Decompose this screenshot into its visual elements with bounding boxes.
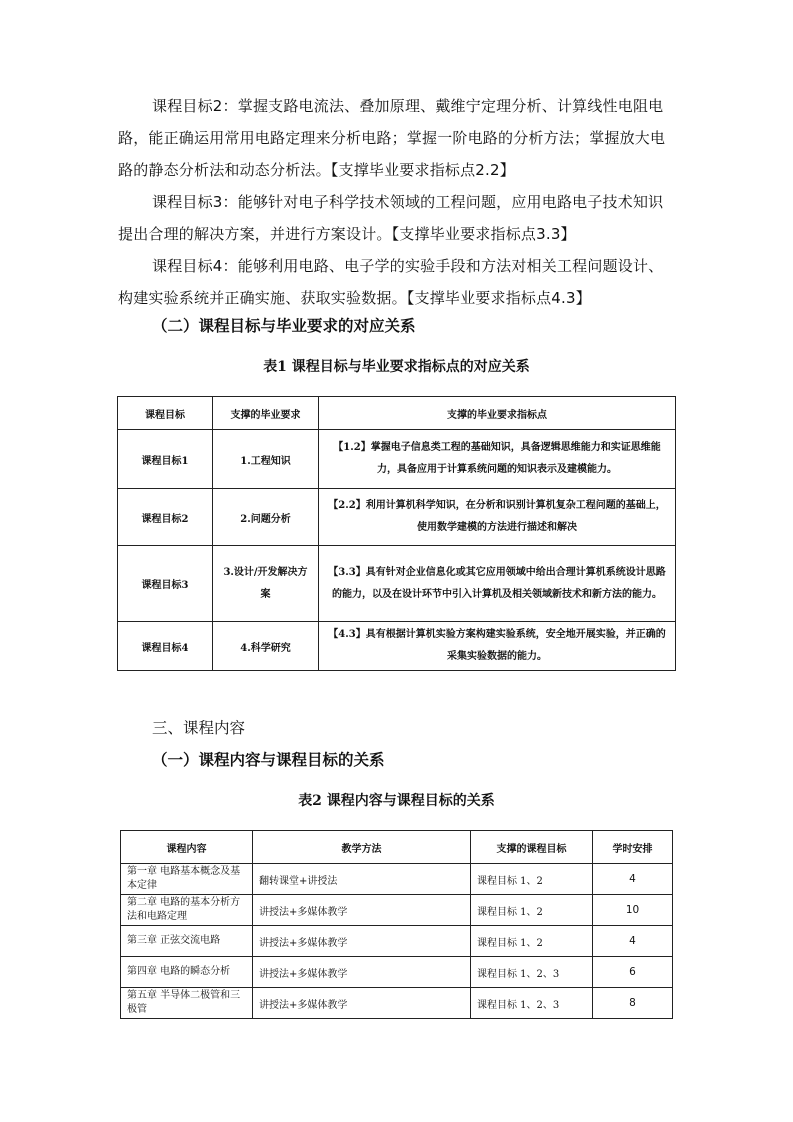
- hours-cell: 6: [593, 957, 673, 988]
- indicator-cell: 【1.2】掌握电子信息类工程的基础知识，具备逻辑思维能力和实证思维能力，具备应用于计算系统问题的知识表示及建模能力。: [319, 430, 676, 489]
- table-header-cell: 支撑的课程目标: [471, 831, 593, 864]
- table-row: [121, 957, 673, 988]
- goals-cell: 课程目标 1、2、3: [471, 957, 593, 988]
- method-cell: 讲授法+多媒体教学: [253, 895, 471, 926]
- method-cell: 讲授法+多媒体教学: [253, 926, 471, 957]
- table-row: [118, 546, 676, 622]
- goals-cell: 课程目标 1、2: [471, 895, 593, 926]
- requirement-cell: 1.工程知识: [213, 430, 319, 489]
- goal-4-paragraph: 课程目标4：能够利用电路、电子学的实验手段和方法对相关工程问题设计、构建实验系统并正确实施、获取实验数据。【支撑毕业要求指标点4.3】: [118, 257, 664, 307]
- table-row: [121, 988, 673, 1019]
- table2-caption: 表2 课程内容与课程目标的关系: [298, 793, 495, 809]
- content-cell: 第三章 正弦交流电路: [121, 926, 253, 957]
- goals-cell: 课程目标 1、2: [471, 926, 593, 957]
- method-cell: 翻转课堂+讲授法: [253, 864, 471, 895]
- section-heading-goal-mapping: （二）课程目标与毕业要求的对应关系: [152, 317, 416, 335]
- goals-cell: 课程目标 1、2: [471, 864, 593, 895]
- table-header-cell: 课程目标: [118, 397, 213, 430]
- indicator-cell: 【3.3】具有针对企业信息化或其它应用领域中给出合理计算机系统设计思路的能力，以及在设计环节中引入计算机及相关领域新技术和新方法的能力。: [319, 546, 676, 622]
- table-row: [121, 895, 673, 926]
- table1-caption: 表1 课程目标与毕业要求指标点的对应关系: [263, 359, 530, 375]
- table-header-cell: 学时安排: [593, 831, 673, 864]
- table-row: [118, 622, 676, 671]
- hours-cell: 4: [593, 926, 673, 957]
- hours-cell: 10: [593, 895, 673, 926]
- goal-cell: 课程目标4: [118, 622, 213, 671]
- content-cell: 第五章 半导体二极管和三极管: [121, 988, 253, 1019]
- goal-requirement-table: [117, 396, 676, 671]
- content-cell: 第二章 电路的基本分析方法和电路定理: [121, 895, 253, 926]
- requirement-cell: 3.设计/开发解决方案: [213, 546, 319, 622]
- content-cell: 第四章 电路的瞬态分析: [121, 957, 253, 988]
- table-row: [118, 430, 676, 489]
- indicator-cell: 【4.3】具有根据计算机实验方案构建实验系统，安全地开展实验，并正确的采集实验数据的能力。: [319, 622, 676, 671]
- method-cell: 讲授法+多媒体教学: [253, 957, 471, 988]
- table-header-cell: 教学方法: [253, 831, 471, 864]
- section-heading-course-content: 三、课程内容: [152, 719, 246, 737]
- goal-2-paragraph: 课程目标2：掌握支路电流法、叠加原理、戴维宁定理分析、计算线性电阻电路，能正确运用常用电路定理来分析电路；掌握一阶电路的分析方法；掌握放大电路的静态分析法和动态分析法。【支撑毕业要求指标点2.2】: [118, 97, 666, 179]
- section-heading-content-goals: （一）课程内容与课程目标的关系: [152, 751, 385, 769]
- goal-cell: 课程目标2: [118, 489, 213, 546]
- goal-cell: 课程目标3: [118, 546, 213, 622]
- table-header-row: [121, 831, 673, 864]
- requirement-cell: 2.问题分析: [213, 489, 319, 546]
- content-cell: 第一章 电路基本概念及基本定律: [121, 864, 253, 895]
- table-header-row: [118, 397, 676, 430]
- table-header-cell: 支撑的毕业要求: [213, 397, 319, 430]
- hours-cell: 8: [593, 988, 673, 1019]
- goals-cell: 课程目标 1、2、3: [471, 988, 593, 1019]
- table-header-cell: 课程内容: [121, 831, 253, 864]
- goal-cell: 课程目标1: [118, 430, 213, 489]
- hours-cell: 4: [593, 864, 673, 895]
- table-row: [121, 926, 673, 957]
- table-row: [118, 489, 676, 546]
- requirement-cell: 4.科学研究: [213, 622, 319, 671]
- content-goal-table: [120, 830, 673, 1019]
- table-header-cell: 支撑的毕业要求指标点: [319, 397, 676, 430]
- indicator-cell: 【2.2】利用计算机科学知识，在分析和识别计算机复杂工程问题的基础上，使用数学建模的方法进行描述和解决: [319, 489, 676, 546]
- table-row: [121, 864, 673, 895]
- method-cell: 讲授法+多媒体教学: [253, 988, 471, 1019]
- goal-3-paragraph: 课程目标3：能够针对电子科学技术领域的工程问题，应用电路电子技术知识提出合理的解决方案，并进行方案设计。【支撑毕业要求指标点3.3】: [118, 193, 664, 243]
